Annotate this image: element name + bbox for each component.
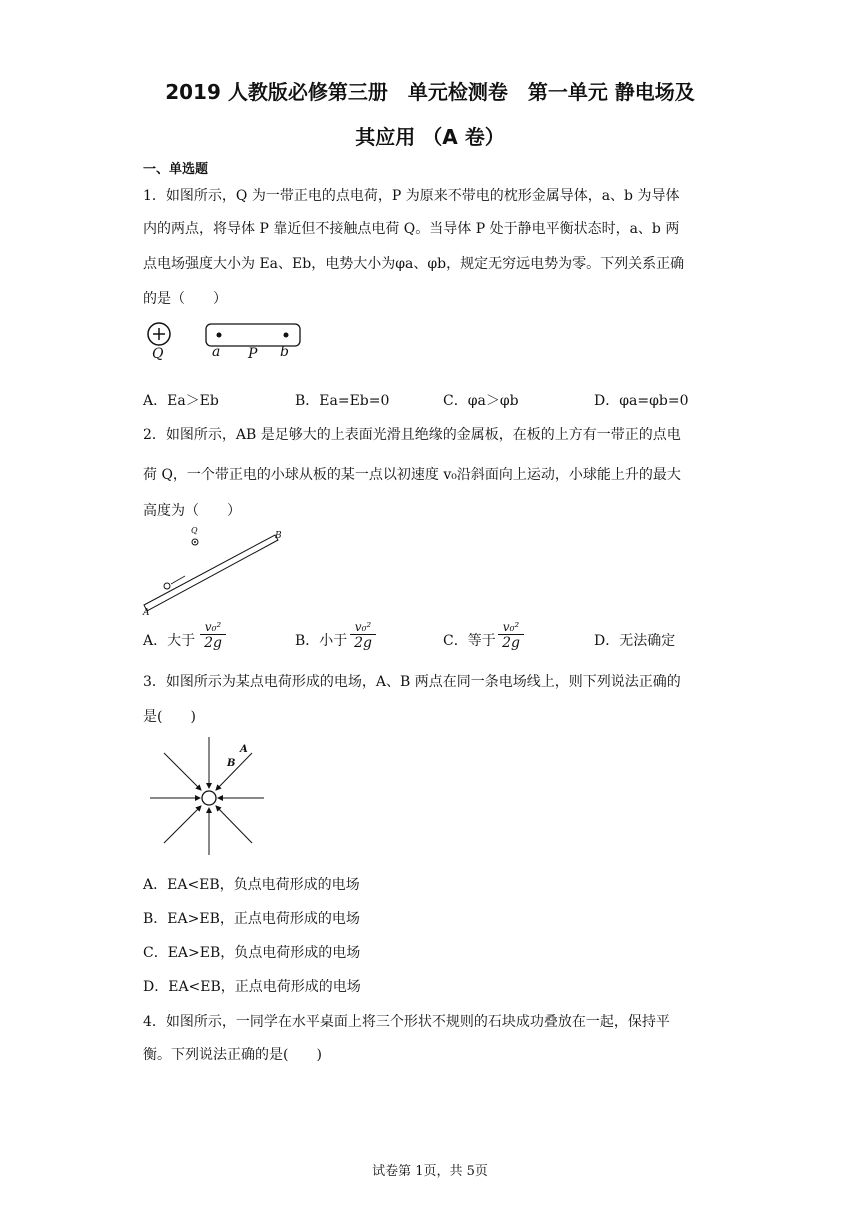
q4-line-2: 衡。下列说法正确的是( ) [143,1047,322,1063]
q1-fig-label-b: b [280,344,289,360]
q3-option-b[interactable]: B．EA>EB，正点电荷形成的电场 [143,911,360,927]
q2-option-b-fraction [350,620,376,652]
q2-option-b[interactable]: B．小于 [295,633,348,649]
q1-line-4: 的是（ ） [143,291,227,307]
q2-option-c[interactable]: C．等于 [443,633,496,649]
q3-fig-label-a: A [240,744,248,755]
q1-fig-label-q: Q [152,346,164,362]
fraction-numerator: v₀² [350,620,376,635]
q2-line-2: 荷 Q，一个带正电的小球从板的某一点以初速度 v₀沿斜面向上运动，小球能上升的最大 [143,467,681,483]
q2-fig-label-a: A [143,608,150,618]
q3-figure [150,737,270,857]
q2-fig-label-b: B [275,531,282,541]
q1-line-1: 1．如图所示，Q 为一带正电的点电荷，P 为原来不带电的枕形金属导体，a、b 为导体 [143,188,680,204]
q3-option-d[interactable]: D．EA<EB，正点电荷形成的电场 [143,979,361,995]
q1-option-c[interactable]: C．φa＞φb [443,393,519,409]
q1-fig-label-p: P [248,346,258,362]
q1-figure [143,318,323,368]
q1-option-a[interactable]: A．Ea＞Eb [143,393,219,409]
section-heading: 一、单选题 [143,162,209,177]
q1-line-3: 点电场强度大小为 Ea、Eb，电势大小为φa、φb，规定无穷远电势为零。下列关系正确 [143,256,685,272]
q3-option-c[interactable]: C．EA>EB，负点电荷形成的电场 [143,945,361,961]
q2-option-c-fraction [498,620,524,652]
fraction-denominator: 2g [354,635,372,651]
q2-option-a[interactable]: A．大于 [143,633,196,649]
page-title-line-1: 2019 人教版必修第三册 单元检测卷 第一单元 静电场及 [165,80,695,104]
page-footer: 试卷第 1页，共 5页 [372,1164,488,1179]
fraction-denominator: 2g [502,635,520,651]
q3-line-2: 是( ) [143,709,196,725]
q3-option-a[interactable]: A．EA<EB，负点电荷形成的电场 [143,877,360,893]
fraction-numerator: v₀² [498,620,524,635]
q2-figure [143,525,283,617]
q3-line-1: 3．如图所示为某点电荷形成的电场，A、B 两点在同一条电场线上，则下列说法正确的 [143,674,681,690]
q2-fig-label-q: Q [191,526,198,535]
q1-fig-label-a: a [212,344,221,360]
q3-fig-label-b: B [227,758,236,769]
fraction-denominator: 2g [204,635,222,651]
q2-option-d[interactable]: D．无法确定 [594,633,676,649]
q2-option-a-fraction [200,620,226,652]
q1-line-2: 内的两点，将导体 P 靠近但不接触点电荷 Q。当导体 P 处于静电平衡状态时，a、b 两 [143,221,680,237]
q2-line-1: 2．如图所示，AB 是足够大的上表面光滑且绝缘的金属板，在板的上方有一带正的点电 [143,427,681,443]
page-title-line-2: 其应用 （A 卷） [355,125,505,149]
q1-option-b[interactable]: B．Ea=Eb=0 [295,393,390,409]
q1-option-d[interactable]: D．φa=φb=0 [594,393,689,409]
q2-line-3: 高度为（ ） [143,503,241,519]
fraction-numerator: v₀² [200,620,226,635]
q4-line-1: 4．如图所示，一同学在水平桌面上将三个形状不规则的石块成功叠放在一起，保持平 [143,1014,670,1030]
